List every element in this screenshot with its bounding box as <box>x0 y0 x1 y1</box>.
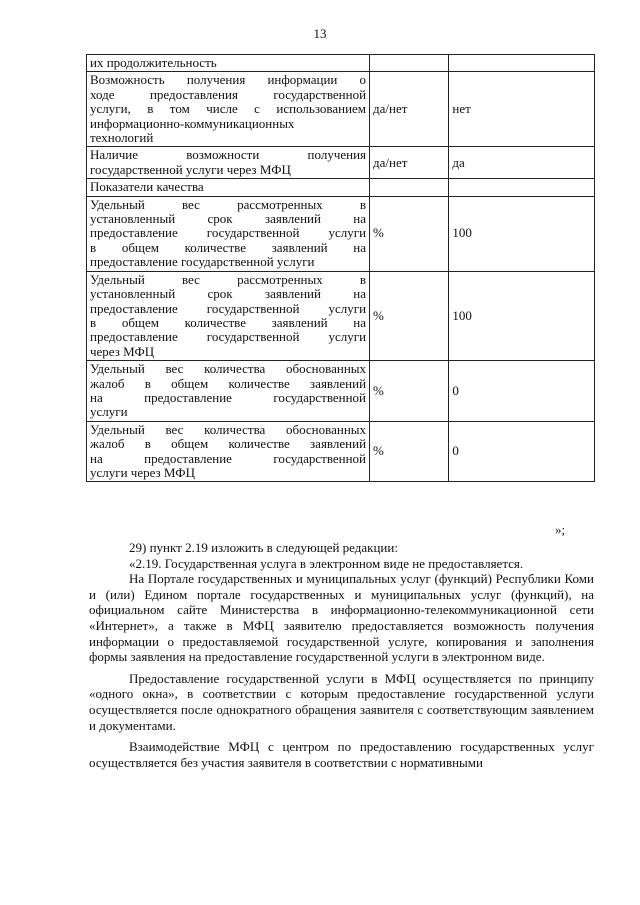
indicator-value: 100 <box>449 196 595 271</box>
paragraph: Взаимодействие МФЦ с центром по предоставлению государственных услуг осуществляется без участия заявителя в соответствии с нормативными <box>89 739 594 770</box>
text-line: Наличие возможности получения <box>90 147 367 163</box>
indicator-unit: % <box>370 271 449 360</box>
table-row <box>87 271 595 360</box>
text-line: установленный срок заявлений на <box>90 286 367 302</box>
paragraph: 29) пункт 2.19 изложить в следующей редакции: <box>129 540 398 555</box>
page-number: 13 <box>313 26 327 41</box>
table-cell <box>449 179 595 196</box>
text-line: услуги через МФЦ <box>90 464 195 480</box>
table-row <box>87 147 595 179</box>
text-line: предоставление государственной услуги <box>90 254 315 270</box>
text-line: жалоб в общем количестве заявлений <box>90 375 367 391</box>
indicator-name <box>87 72 370 147</box>
text-line: на предоставление государственной <box>90 450 367 466</box>
indicator-unit: % <box>370 361 449 422</box>
text-line: установленный срок заявлений на <box>90 211 367 227</box>
indicator-name <box>87 361 370 422</box>
text-line: услуги <box>90 404 128 420</box>
closing-quote-mark: »; <box>555 522 566 537</box>
text-line: Удельный вес рассмотренных в <box>90 196 367 212</box>
text-line: предоставление государственной услуги <box>90 329 367 345</box>
section-label: Показатели качества <box>87 179 370 196</box>
indicator-unit: да/нет <box>370 147 449 179</box>
indicator-unit: да/нет <box>370 72 449 147</box>
text-line: ходе предоставления государственной <box>90 86 367 102</box>
indicator-name <box>87 196 370 271</box>
indicator-value: 0 <box>449 361 595 422</box>
body-text <box>89 540 594 770</box>
text-line: Удельный вес рассмотренных в <box>90 271 367 287</box>
indicator-value: нет <box>449 72 595 147</box>
indicator-value: 100 <box>449 271 595 360</box>
paragraph: На Портале государственных и муниципальных услуг (функций) Республики Коми и (или) Едином портале государственных и муниципальных услуг (функций), на официальном сайте Министерства в информационно-телекоммуникационной сети «Интернет», а также в МФЦ заявителю предоставляется возможность получения информации о предоставляемой государственной услуге, копирования и заполнения формы заявления на предоставление государственной услуги в электронном виде. <box>89 571 594 665</box>
indicator-name <box>87 271 370 360</box>
table-row <box>87 361 595 422</box>
text-line: предоставление государственной услуги <box>90 225 367 241</box>
paragraph: Предоставление государственной услуги в МФЦ осуществляется по принципу «одного окна», в соответствии с которым предоставление государственной услуги осуществляется после однократного обращения заявителя с соответствующим заявлением и документами. <box>89 670 594 733</box>
text-line: через МФЦ <box>90 343 155 359</box>
table-row <box>87 55 595 72</box>
text-line: Возможность получения информации о <box>90 72 367 88</box>
table-cell <box>370 55 449 72</box>
table-cell <box>449 55 595 72</box>
text-line: в общем количестве заявлений на <box>90 314 367 330</box>
text-line: Удельный вес количества обоснованных <box>90 421 367 437</box>
indicators-table <box>86 54 595 482</box>
text-line: технологий <box>90 130 154 146</box>
text-line: государственной услуги через МФЦ <box>90 161 291 177</box>
table-row <box>87 179 595 196</box>
text-line: в общем количестве заявлений на <box>90 239 367 255</box>
indicator-unit: % <box>370 196 449 271</box>
paragraph: «2.19. Государственная услуга в электронном виде не предоставляется. <box>129 555 524 571</box>
text-line: Удельный вес количества обоснованных <box>90 361 367 377</box>
indicator-name <box>87 421 370 482</box>
table-row <box>87 72 595 147</box>
text-line: на предоставление государственной <box>90 389 367 405</box>
table-row <box>87 196 595 271</box>
indicator-name <box>87 147 370 179</box>
table-cell <box>370 179 449 196</box>
text-line: информационно-коммуникационных <box>90 115 295 131</box>
indicator-value: 0 <box>449 421 595 482</box>
indicator-unit: % <box>370 421 449 482</box>
indicator-value: да <box>449 147 595 179</box>
table-cell: их продолжительность <box>87 55 370 72</box>
text-line: жалоб в общем количестве заявлений <box>90 436 367 452</box>
text-line: услуги, в том числе с использованием <box>90 101 367 117</box>
table-row <box>87 421 595 482</box>
text-line: предоставление государственной услуги <box>90 300 367 316</box>
